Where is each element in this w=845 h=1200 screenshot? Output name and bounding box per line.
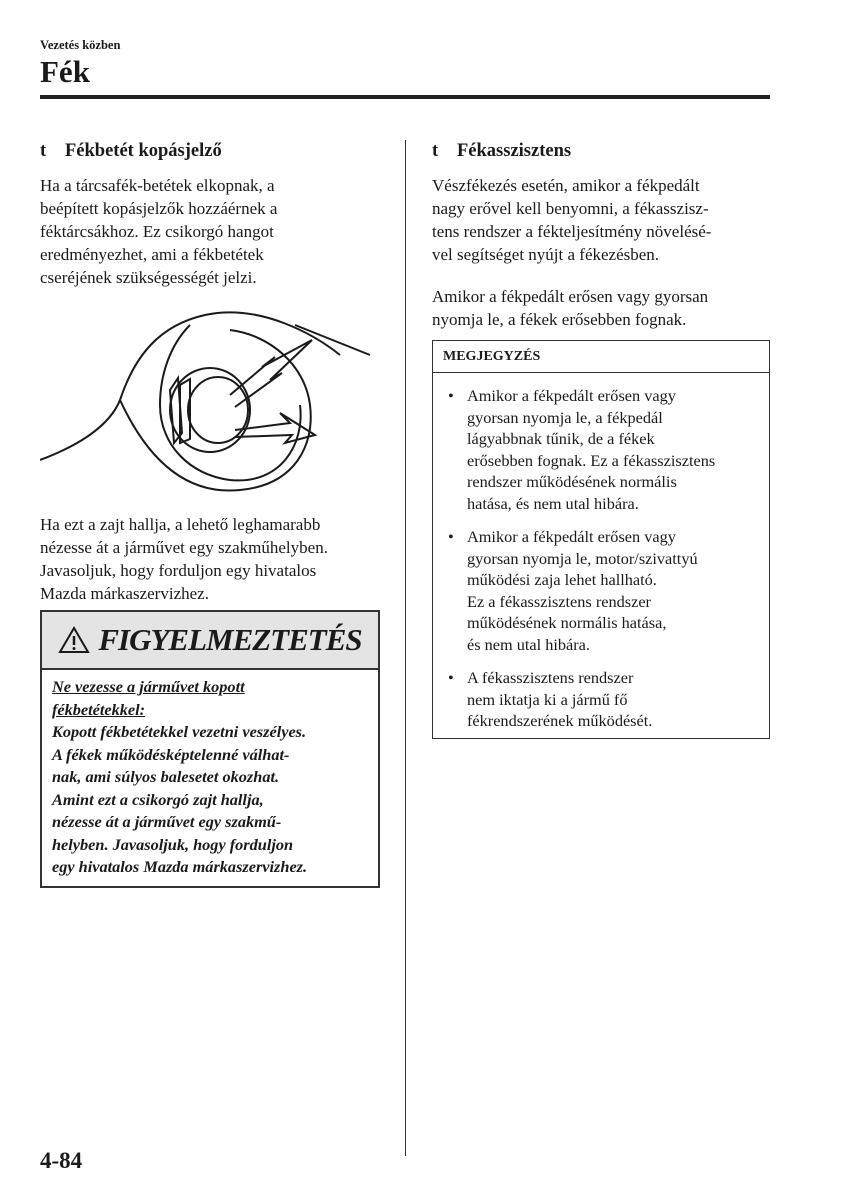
text-line: gyorsan nyomja le, a fékpedál [467,407,663,427]
text-line: beépített kopásjelzők hozzáérnek a [40,199,278,218]
text-line: Ez a fékasszisztens rendszer [467,591,651,611]
paragraph-wear [40,174,277,289]
text-line: nem iktatja ki a jármű fő [467,689,628,709]
heading-bullet: t [432,141,439,161]
heading-text: Fékasszisztens [457,141,572,161]
warning-title: FIGYELMEZTETÉS [98,622,362,657]
text-line: fékrendszerének működését. [467,711,653,730]
text-line: Amint ezt a csikorgó zajt hallja, [52,789,264,809]
note-item [433,385,769,514]
text-line: féktárcsákhoz. Ez csikorgó hangot [40,222,274,241]
paragraph-noise [40,513,328,605]
text-line: rendszer működésének normális [467,472,677,491]
heading-text: Fékbetét kopásjelző [65,141,222,161]
note-title: MEGJEGYZÉS [433,341,769,373]
column-divider [405,140,406,1156]
text-line: Javasoljuk, hogy forduljon egy hivatalos [40,561,317,580]
brake-wear-illustration [40,295,380,505]
text-line: gyorsan nyomja le, motor/szivattyú [467,548,698,568]
section-label: Vezetés közben [40,38,121,52]
text-line: Vészfékezés esetén, amikor a fékpedált [432,176,700,195]
text-line: helyben. Javasoljuk, hogy forduljon [52,834,294,854]
note-box [432,340,770,739]
heading-bullet: t [40,141,47,161]
text-line: és nem utal hibára. [467,634,590,654]
text-line: Amikor a fékpedált erősen vagy [467,527,676,546]
text-line: hatása, és nem utal hibára. [467,493,639,513]
text-line: nagy erővel kell benyomni, a fékasszisz- [432,199,709,218]
text-line: Ha ezt a zajt hallja, a lehető leghamarabb [40,515,321,534]
title-rule [40,95,770,99]
text-line: Mazda márkaszervizhez. [40,584,209,603]
text-line: lágyabbnak tűnik, de a fékek [467,429,655,448]
text-line: nak, ami súlyos balesetet okozhat. [52,767,280,786]
text-line: eredményezhet, ami a fékbetétek [40,245,264,264]
page-number: 4-84 [40,1148,83,1173]
text-line: Amikor a fékpedált erősen vagy gyorsan [432,287,709,306]
page-title: Fék [40,54,90,89]
heading-brake-assist [432,141,571,162]
text-line: Kopott fékbetétekkel vezetni veszélyes. [52,722,307,741]
text-line: tens rendszer a fékteljesítmény növelésé- [432,222,712,241]
warning-triangle-icon [58,626,90,654]
text-line: A fékasszisztens rendszer [467,668,634,687]
bullet-icon: • [448,668,454,687]
warning-body [42,670,378,885]
text-line: egy hivatalos Mazda márkaszervizhez. [52,857,308,876]
bullet-icon: • [448,527,454,546]
note-item [433,526,769,655]
text-line: Amikor a fékpedált erősen vagy [467,386,676,405]
text-line: nézesse át a járművet egy szakmű- [52,812,282,831]
text-line: erősebben fognak. Ez a fékasszisztens [467,450,716,470]
note-item [433,667,769,732]
text-line: vel segítséget nyújt a fékezésben. [432,245,660,264]
text-line: nézesse át a járművet egy szakműhelyben. [40,538,328,557]
bullet-icon: • [448,386,454,405]
warning-header [42,612,378,670]
text-line: működésének normális hatása, [467,613,667,632]
text-line: működési zaja lehet hallható. [467,570,657,589]
text-line: Ha a tárcsafék-betétek elkopnak, a [40,176,275,195]
warning-subtitle: fékbetétekkel: [52,699,146,719]
text-line: cseréjének szükségességét jelzi. [40,268,257,287]
paragraph-assist [432,174,711,266]
heading-brake-pad-wear [40,141,222,162]
text-line: A fékek működésképtelenné válhat- [52,744,290,764]
warning-box [40,610,380,888]
warning-subtitle: Ne vezesse a járművet kopott [52,677,245,696]
text-line: nyomja le, a fékek erősebben fognak. [432,310,687,329]
paragraph-assist-2 [432,285,708,331]
